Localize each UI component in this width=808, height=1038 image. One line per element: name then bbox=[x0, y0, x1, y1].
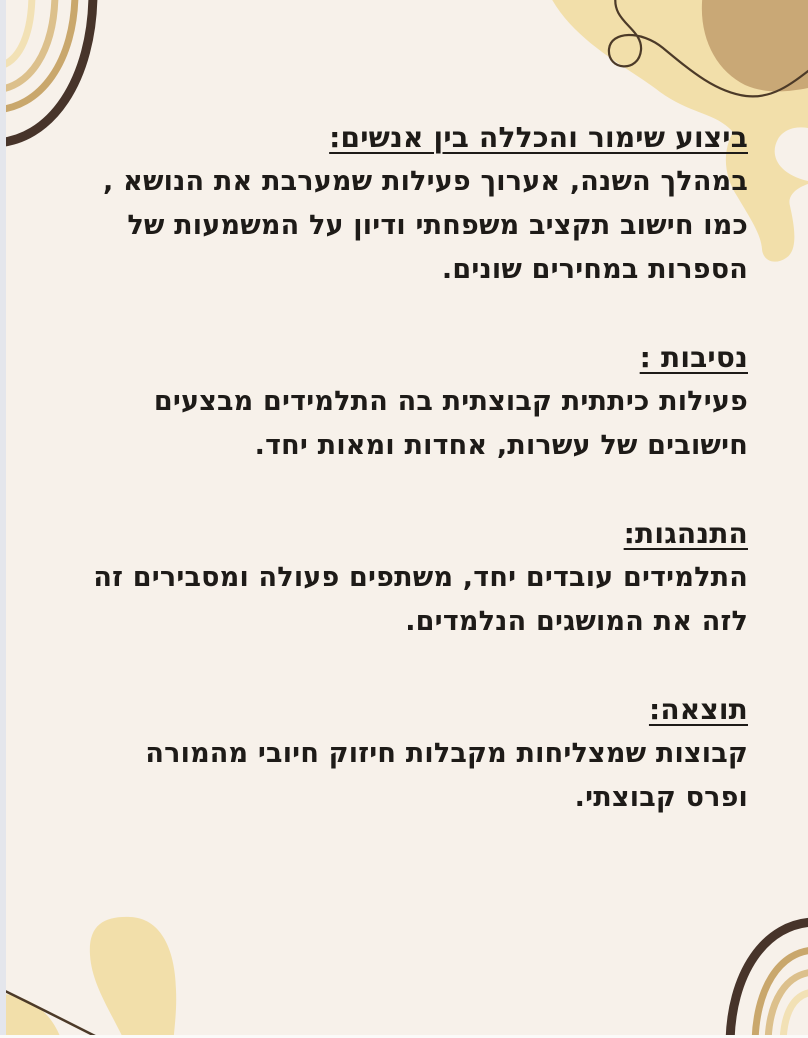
text-line: פעילות כיתתית קבוצתית בה התלמידים מבצעים bbox=[153, 386, 748, 417]
section-circumstances bbox=[58, 336, 748, 468]
document-content bbox=[58, 116, 748, 864]
corner-arcs-bottom-right bbox=[730, 922, 808, 1038]
section-heading: תוצאה: bbox=[648, 693, 748, 726]
section-goal bbox=[58, 116, 748, 292]
text-line: התלמידים עובדים יחד, משתפים פעולה ומסבירים זה bbox=[93, 562, 748, 593]
organic-blob-bottom-left-finger bbox=[90, 917, 176, 1038]
text-line: לזה את המושגים הנלמדים. bbox=[405, 606, 748, 637]
section-heading: נסיבות : bbox=[639, 341, 748, 374]
section-heading: התנהגות: bbox=[623, 517, 748, 550]
text-line: קבוצות שמצליחות מקבלות חיזוק חיובי מהמורה bbox=[145, 738, 748, 769]
text-line: ופרס קבוצתי. bbox=[574, 782, 748, 813]
section-result bbox=[58, 688, 748, 820]
text-line: חישובים של עשרות, אחדות ומאות יחד. bbox=[254, 430, 748, 461]
section-heading: ביצוע שימור והכללה בין אנשים: bbox=[329, 121, 748, 154]
arc-cream bbox=[783, 992, 808, 1038]
text-line: כמו חישוב תקציב משפחתי ודיון על המשמעות של bbox=[127, 210, 748, 241]
text-line: במהלך השנה, אערוך פעילות שמערבת את הנושא , bbox=[103, 166, 748, 197]
text-line: הספרות במחירים שונים. bbox=[441, 254, 748, 285]
viewer-edge-strip bbox=[0, 0, 6, 1038]
arc-tan bbox=[768, 972, 808, 1038]
section-behavior bbox=[58, 512, 748, 644]
